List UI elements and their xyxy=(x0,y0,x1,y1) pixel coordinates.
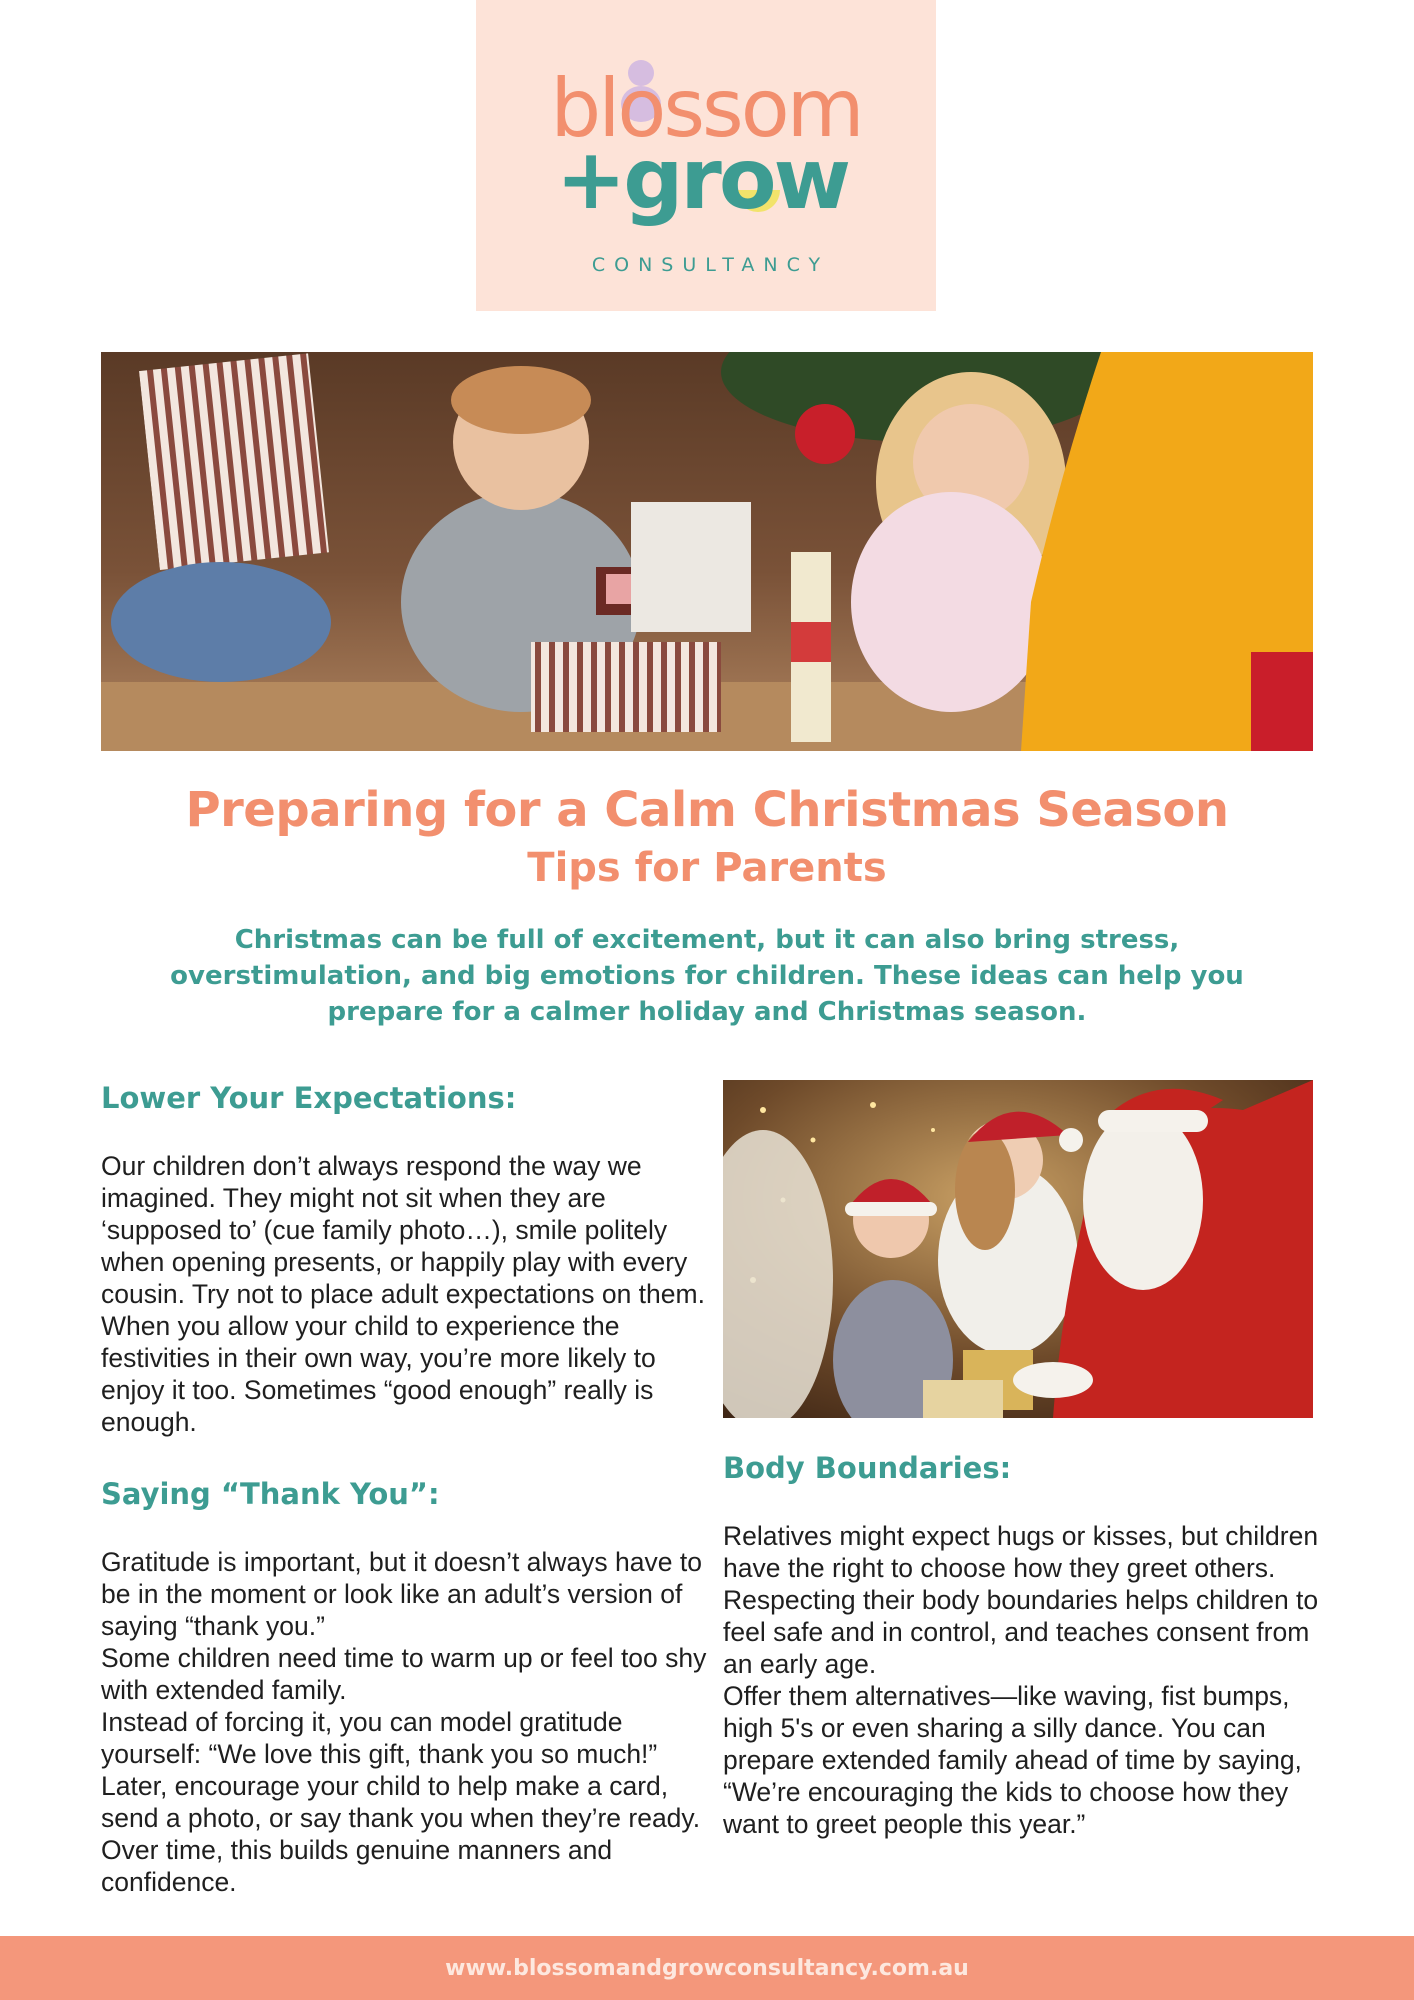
section-saying-thank-you xyxy=(101,1474,707,1898)
children-opening-gifts-photo-icon xyxy=(101,352,1313,751)
side-photo xyxy=(723,1080,1313,1418)
website-link[interactable]: www.blossomandgrowconsultancy.com.au xyxy=(445,1955,969,1981)
section-paragraph: Gratitude is important, but it doesn’t always have to be in the moment or look like an adult’s version of saying “thank you.” xyxy=(101,1547,702,1641)
section-paragraph: Relatives might expect hugs or kisses, but children have the right to choose how they greet others. xyxy=(723,1521,1319,1583)
santa-with-mother-and-daughter-photo-icon xyxy=(723,1080,1313,1418)
logo-block xyxy=(476,0,936,311)
page-subtitle: Tips for Parents xyxy=(527,845,887,891)
section-paragraph: Some children need time to warm up or feel too shy with extended family. xyxy=(101,1643,707,1705)
section-paragraph: When you allow your child to experience the festivities in their own way, you’re more likely to enjoy it too. Sometimes “good enough” really is enough. xyxy=(101,1311,656,1437)
page-title: Preparing for a Calm Christmas Season xyxy=(185,782,1229,838)
section-heading: Body Boundaries: xyxy=(723,1451,1012,1485)
logo-word-top: blossom xyxy=(550,62,862,155)
footer-bar xyxy=(0,1936,1414,2000)
logo-tagline: CONSULTANCY xyxy=(591,254,830,276)
logo-word-bottom: +grow xyxy=(555,130,849,228)
section-heading: Lower Your Expectations: xyxy=(101,1081,517,1115)
section-body-boundaries xyxy=(723,1448,1327,1840)
section-paragraph: Respecting their body boundaries helps children to feel safe and in control, and teaches consent from an early age. xyxy=(723,1585,1319,1679)
section-lower-expectations xyxy=(101,1078,707,1438)
left-column xyxy=(101,1078,707,1934)
section-paragraph: Offer them alternatives—like waving, fist bumps, high 5's or even sharing a silly dance. You can prepare extended family ahead of time by saying, “We’re encouraging the kids to choose how they want to greet people this year.” xyxy=(723,1681,1302,1839)
intro-paragraph: Christmas can be full of excitement, but it can also bring stress, overstimulation, and big emotions for children. These ideas can help you prepare for a calmer holiday and Christmas season. xyxy=(170,925,1244,1027)
hero-photo xyxy=(101,352,1313,751)
section-heading: Saying “Thank You”: xyxy=(101,1477,440,1511)
section-paragraph: Instead of forcing it, you can model gratitude yourself: “We love this gift, thank you so much!” Later, encourage your child to help make a card, send a photo, or say thank you when they’re ready. Over time, this builds genuine manners and confidence. xyxy=(101,1707,701,1897)
section-paragraph: Our children don’t always respond the way we imagined. They might not sit when they are ‘supposed to’ (cue family photo…), smile politely when opening presents, or happily play with every cousin. Try not to place adult expectations on them. xyxy=(101,1151,705,1309)
right-column xyxy=(723,1080,1327,1876)
